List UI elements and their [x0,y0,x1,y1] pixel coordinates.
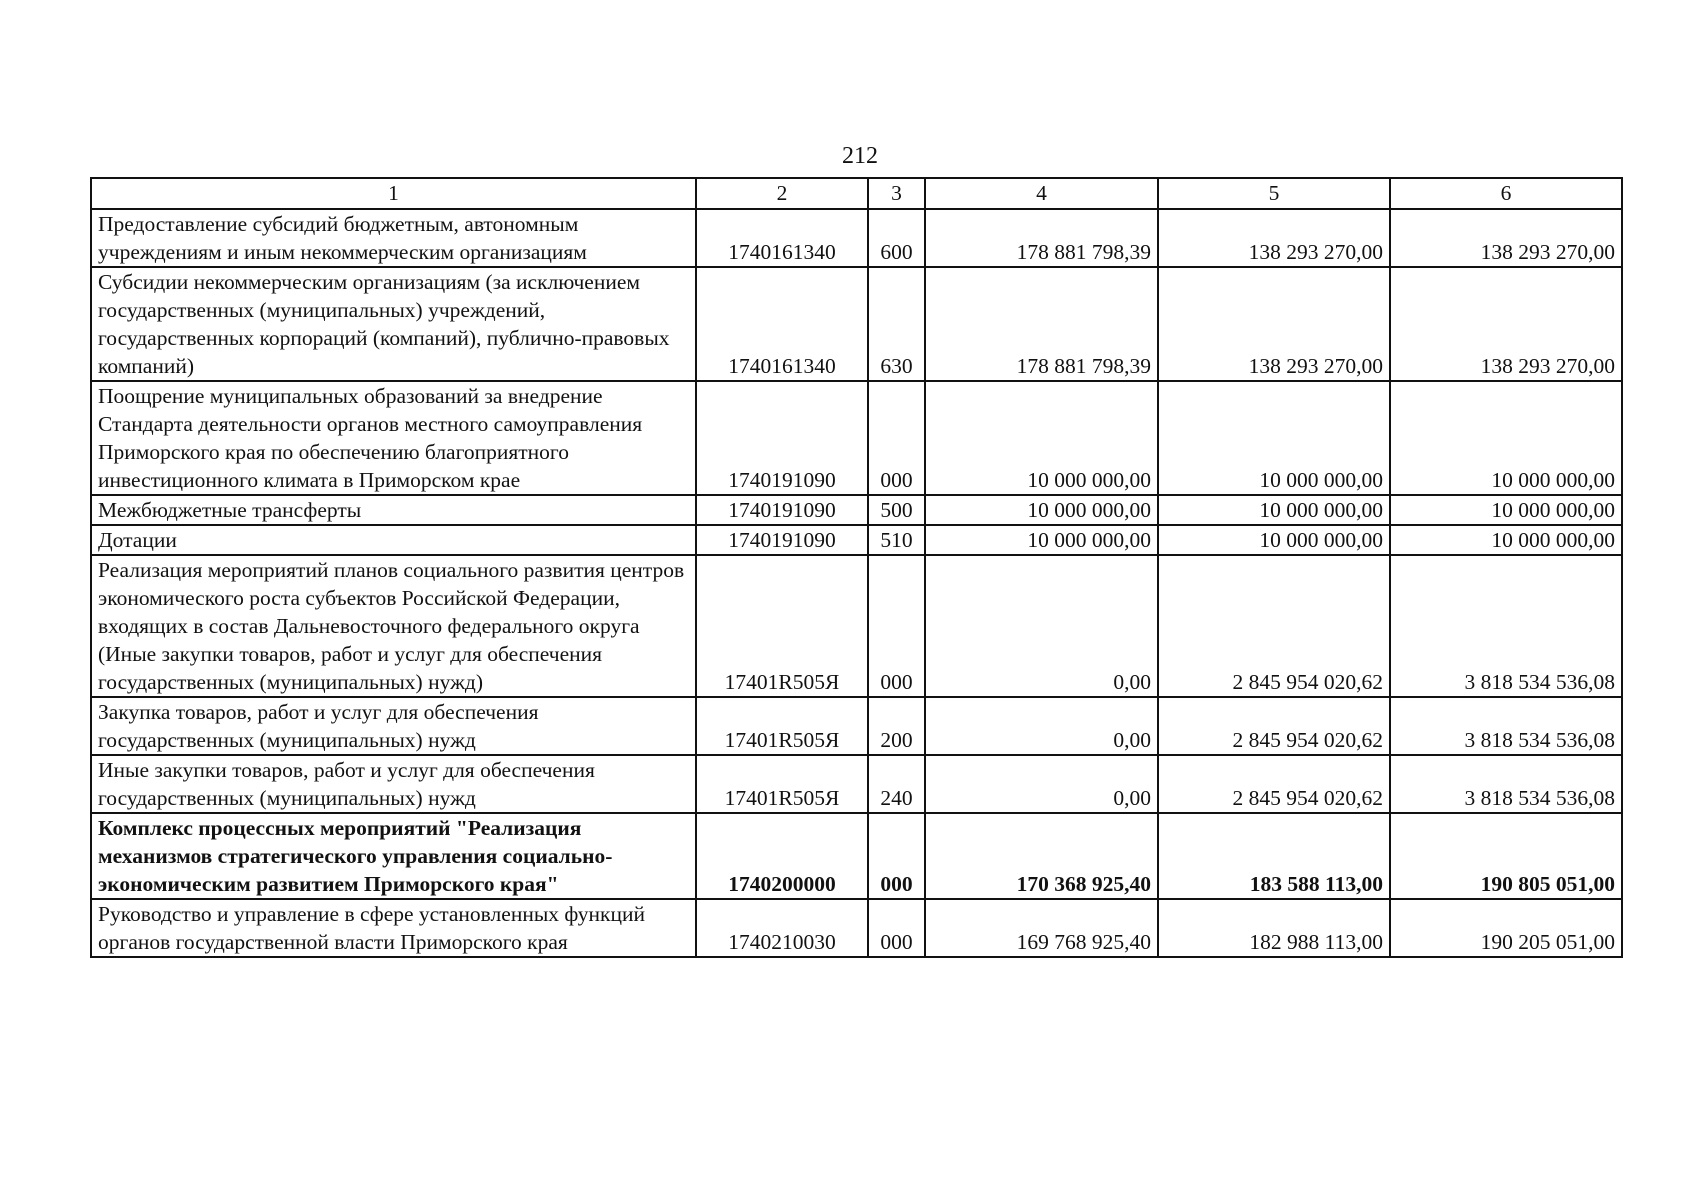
row-code-cell: 17401R505Я [696,697,868,755]
row-type-cell: 200 [868,697,925,755]
row-value-5-cell: 10 000 000,00 [1158,495,1390,525]
row-code-cell: 1740200000 [696,813,868,899]
table-header-row [91,178,1622,209]
column-header-3: 3 [868,178,925,209]
table-row [91,495,1622,525]
row-type-cell: 240 [868,755,925,813]
row-type-cell: 600 [868,209,925,267]
row-value-6-cell: 3 818 534 536,08 [1390,697,1622,755]
row-value-4-cell: 10 000 000,00 [925,525,1158,555]
row-value-6-cell: 138 293 270,00 [1390,209,1622,267]
row-value-6-cell: 10 000 000,00 [1390,495,1622,525]
row-name-cell: Иные закупки товаров, работ и услуг для обеспечения государственных (муниципальных) нужд [91,755,696,813]
table-row [91,555,1622,697]
row-code-cell: 17401R505Я [696,555,868,697]
row-value-6-cell: 190 205 051,00 [1390,899,1622,957]
row-value-6-cell: 3 818 534 536,08 [1390,555,1622,697]
row-name-cell: Дотации [91,525,696,555]
row-code-cell: 17401R505Я [696,755,868,813]
row-name-cell: Поощрение муниципальных образований за внедрение Стандарта деятельности органов местного самоуправления Приморского края по обеспечению благоприятного инвестиционного климата в Приморском крае [91,381,696,495]
row-type-cell: 630 [868,267,925,381]
row-code-cell: 1740191090 [696,525,868,555]
row-value-5-cell: 10 000 000,00 [1158,525,1390,555]
row-value-5-cell: 2 845 954 020,62 [1158,697,1390,755]
table-body [91,209,1622,957]
row-type-cell: 000 [868,381,925,495]
row-value-6-cell: 10 000 000,00 [1390,525,1622,555]
table-row [91,267,1622,381]
table-row [91,899,1622,957]
row-value-4-cell: 10 000 000,00 [925,381,1158,495]
row-type-cell: 000 [868,555,925,697]
row-type-cell: 510 [868,525,925,555]
column-header-4: 4 [925,178,1158,209]
row-value-5-cell: 183 588 113,00 [1158,813,1390,899]
row-value-6-cell: 190 805 051,00 [1390,813,1622,899]
row-name-cell: Комплекс процессных мероприятий "Реализация механизмов стратегического управления социально-экономическим развитием Приморского края" [91,813,696,899]
row-name-cell: Руководство и управление в сфере установленных функций органов государственной власти Приморского края [91,899,696,957]
row-value-5-cell: 138 293 270,00 [1158,267,1390,381]
row-value-4-cell: 169 768 925,40 [925,899,1158,957]
row-name-cell: Субсидии некоммерческим организациям (за исключением государственных (муниципальных) учреждений, государственных корпораций (компаний), публично-правовых компаний) [91,267,696,381]
row-name-cell: Закупка товаров, работ и услуг для обеспечения государственных (муниципальных) нужд [91,697,696,755]
row-code-cell: 1740161340 [696,267,868,381]
row-value-5-cell: 10 000 000,00 [1158,381,1390,495]
row-value-5-cell: 138 293 270,00 [1158,209,1390,267]
column-header-1: 1 [91,178,696,209]
row-code-cell: 1740191090 [696,381,868,495]
table-row [91,381,1622,495]
row-value-4-cell: 178 881 798,39 [925,209,1158,267]
row-type-cell: 500 [868,495,925,525]
row-name-cell: Реализация мероприятий планов социального развития центров экономического роста субъектов Российской Федерации, входящих в состав Дальневосточного федерального округа (Иные закупки товаров, работ и услуг для обеспечения государственных (муниципальных) нужд) [91,555,696,697]
page-number: 212 [842,143,878,169]
row-value-4-cell: 0,00 [925,555,1158,697]
row-value-6-cell: 3 818 534 536,08 [1390,755,1622,813]
row-value-4-cell: 0,00 [925,697,1158,755]
row-name-cell: Межбюджетные трансферты [91,495,696,525]
row-code-cell: 1740191090 [696,495,868,525]
row-value-4-cell: 170 368 925,40 [925,813,1158,899]
row-type-cell: 000 [868,899,925,957]
column-header-5: 5 [1158,178,1390,209]
row-value-5-cell: 2 845 954 020,62 [1158,755,1390,813]
table-row [91,813,1622,899]
table-row [91,755,1622,813]
row-value-4-cell: 0,00 [925,755,1158,813]
row-name-cell: Предоставление субсидий бюджетным, автономным учреждениям и иным некоммерческим организациям [91,209,696,267]
table-row [91,525,1622,555]
column-header-2: 2 [696,178,868,209]
budget-table [90,177,1623,958]
row-code-cell: 1740161340 [696,209,868,267]
table-row [91,209,1622,267]
row-type-cell: 000 [868,813,925,899]
row-value-6-cell: 138 293 270,00 [1390,267,1622,381]
row-code-cell: 1740210030 [696,899,868,957]
row-value-4-cell: 178 881 798,39 [925,267,1158,381]
column-header-6: 6 [1390,178,1622,209]
row-value-5-cell: 182 988 113,00 [1158,899,1390,957]
row-value-4-cell: 10 000 000,00 [925,495,1158,525]
row-value-6-cell: 10 000 000,00 [1390,381,1622,495]
row-value-5-cell: 2 845 954 020,62 [1158,555,1390,697]
table-row [91,697,1622,755]
